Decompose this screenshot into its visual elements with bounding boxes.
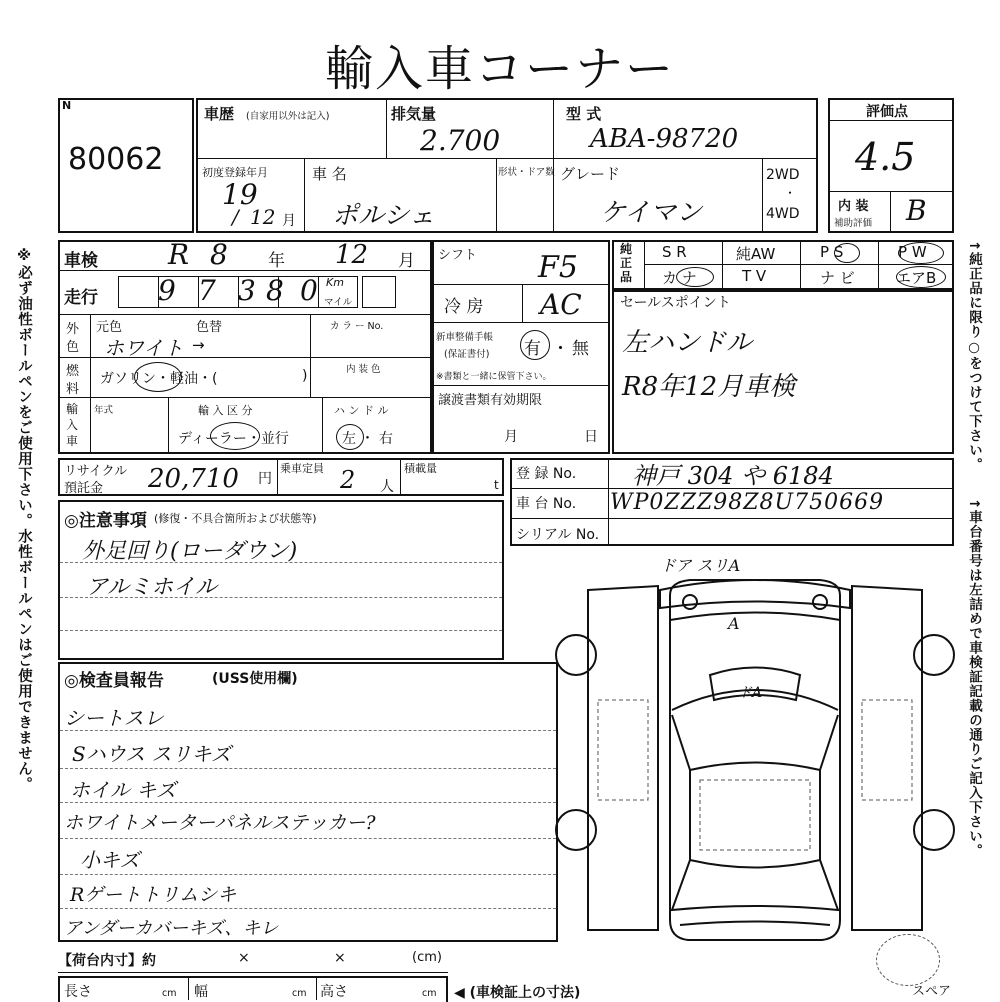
- inspection-year: 8: [210, 238, 228, 271]
- inspection-label: 車検: [64, 251, 98, 271]
- mileage-digit: 7: [198, 274, 216, 307]
- genuine-item: P S: [820, 243, 844, 261]
- inspection-era: R: [168, 238, 190, 271]
- first-reg-month: 12: [250, 205, 276, 229]
- cargo-x: ×: [238, 950, 250, 966]
- side-note-right-2: ↑車台番号は左詰めで車検証記載の通りご記入下さい。: [966, 498, 982, 859]
- fuel-selected-mark: [134, 362, 182, 392]
- drive-4wd: 4WD: [766, 206, 800, 222]
- drive-2wd: 2WD: [766, 167, 800, 183]
- inspector-line: ホイル キズ: [70, 778, 176, 802]
- color-arrow: →: [192, 336, 205, 354]
- cargo-unit: (cm): [412, 950, 442, 965]
- inspector-line: ホワイトメーターパネルステッカー?: [64, 812, 376, 834]
- maintenance-selected-mark: [520, 330, 550, 360]
- genuine-mark: [896, 266, 946, 288]
- genuine-item: ナ ビ: [820, 269, 855, 287]
- serial-label: シリアル No.: [516, 527, 600, 543]
- chassis-value: WP0ZZZ98Z8U750669: [610, 490, 885, 515]
- diagram-top-label: ドア スリA: [660, 556, 741, 575]
- color-orig-label: 元色: [96, 320, 123, 335]
- inspector-line: Sハウス スリキズ: [72, 742, 232, 766]
- color-label-1: 外: [66, 322, 80, 337]
- first-reg-year: 19: [222, 178, 258, 211]
- score-label: 評価点: [866, 104, 908, 120]
- transfer-doc-label: 譲渡書類有効期限: [438, 393, 543, 408]
- side-note-right-1: ↑純正品に限り○をつけて下さい。: [966, 240, 982, 473]
- sales-point-line: 左ハンドル: [622, 328, 753, 358]
- spare-label: スペア: [912, 984, 952, 999]
- dims-width-unit: cm: [292, 988, 307, 999]
- inspector-sub: (USS使用欄): [212, 671, 298, 687]
- import-class-value: ディーラー・並行: [178, 431, 289, 447]
- dims-height-label: 高さ: [320, 984, 348, 1000]
- mileage-unit-km: Km: [326, 276, 344, 289]
- capacity-label: 乗車定員: [280, 462, 324, 475]
- caution-line: 外足回り(ローダウン): [82, 539, 298, 564]
- maintenance-dot: ・: [552, 339, 569, 359]
- import-label-3: 車: [66, 434, 79, 448]
- sales-points-label: セールスポイント: [620, 295, 731, 311]
- shape-door-label: 形状・ドア数: [498, 167, 555, 178]
- caution-line: アルミホイル: [86, 575, 218, 600]
- interior-label: 内 装: [838, 199, 869, 214]
- registration-label: 登 録 No.: [516, 466, 577, 482]
- shift-value: F5: [538, 250, 578, 285]
- genuine-item: S R: [662, 243, 687, 261]
- diagram-hood-label: A: [728, 614, 740, 633]
- grade-value: ケイマン: [600, 198, 703, 228]
- genuine-label-2: 正: [620, 256, 633, 270]
- load-label: 積載量: [404, 462, 437, 475]
- handle-value: 左 ・ 右: [342, 431, 393, 447]
- diagram-roof-label: ドA: [738, 685, 763, 701]
- genuine-item: P W: [898, 243, 927, 261]
- color-orig-value: ホワイト: [104, 336, 184, 360]
- capacity-value: 2: [340, 466, 356, 494]
- fuel-options: ガソリン・軽油・(: [100, 371, 218, 387]
- dims-length-label: 長さ: [64, 984, 92, 1000]
- dims-length-unit: cm: [162, 988, 177, 999]
- grade-label: グレード: [560, 165, 621, 183]
- transfer-doc-month: 月: [504, 429, 518, 445]
- mileage-digit: 0: [300, 274, 318, 307]
- color-change-label: 色替: [196, 320, 223, 335]
- genuine-mark: [898, 242, 944, 264]
- inspector-line: シートスレ: [64, 706, 164, 730]
- score-value: 4.5: [855, 135, 916, 179]
- handle-label: ハ ン ド ル: [334, 404, 389, 417]
- sales-point-line: R8年12月車検: [622, 372, 796, 402]
- import-year-label: 年式: [94, 405, 114, 416]
- registration-value: 神戸 304 や 6184: [632, 462, 834, 490]
- dims-height-unit: cm: [422, 988, 437, 999]
- history-label: 車歴: [204, 105, 235, 123]
- dims-note-text: (車検証上の寸法): [469, 985, 581, 1001]
- inspector-title: ◎検査員報告: [64, 671, 164, 691]
- recycle-unit: 円: [258, 471, 272, 487]
- genuine-item: T V: [742, 267, 767, 285]
- displacement-label: 排気量: [391, 105, 437, 123]
- aircon-value: AC: [540, 288, 582, 321]
- car-damage-diagram: [550, 550, 960, 950]
- side-note-left: ※必ず油性ボールペンをご使用下さい。水性ボールペンはご使用できません。: [16, 248, 32, 792]
- maintenance-no: 無: [572, 339, 589, 359]
- chassis-label: 車 台 No.: [516, 496, 577, 512]
- maintenance-yes: 有: [524, 339, 541, 359]
- genuine-item: エアB: [896, 269, 937, 287]
- car-name-value: ポルシェ: [332, 201, 435, 231]
- inspection-month: 12: [335, 240, 369, 270]
- mileage-label: 走行: [64, 288, 98, 308]
- caution-title: ◎注意事項: [64, 511, 147, 531]
- maintenance-note: ※書類と一緒に保管下さい。: [436, 372, 552, 382]
- dimensions-row: [58, 976, 448, 1002]
- load-unit: t: [494, 478, 499, 492]
- cargo-x: ×: [334, 950, 346, 966]
- recycle-label-1: リサイクル: [64, 464, 128, 479]
- import-class-label: 輸 入 区 分: [198, 404, 253, 417]
- dims-width-label: 幅: [194, 984, 208, 1000]
- mileage-digit: 3: [238, 274, 256, 307]
- color-label-2: 色: [66, 340, 80, 355]
- import-label-1: 輸: [66, 402, 79, 416]
- displacement-value: 2.700: [420, 124, 501, 157]
- recycle-label-2: 預託金: [64, 481, 104, 496]
- genuine-label-1: 純: [620, 242, 633, 256]
- model-type-value: ABA-98720: [590, 124, 739, 154]
- genuine-label-3: 品: [620, 270, 633, 284]
- mileage-extra-box: [362, 276, 396, 308]
- mileage-digit: 9: [158, 274, 176, 307]
- model-type-label: 型 式: [566, 105, 602, 123]
- genuine-item: 純AW: [736, 245, 776, 263]
- inspection-year-unit: 年: [268, 251, 285, 271]
- inspector-line: 小キズ: [80, 848, 140, 872]
- history-sub: (自家用以外は記入): [246, 111, 330, 122]
- inspector-line: アンダーカバーキズ、キレ: [64, 918, 279, 939]
- interior-color-label: 内 装 色: [346, 364, 381, 375]
- import-selected-mark: [210, 422, 260, 450]
- inspector-line: Rゲートトリムシキ: [70, 884, 237, 906]
- inspection-month-unit: 月: [398, 251, 415, 271]
- recycle-value: 20,710: [148, 464, 239, 494]
- maintenance-label-1: 新車整備手帳: [436, 332, 494, 343]
- lot-number: 80062: [68, 142, 164, 177]
- transfer-doc-day: 日: [584, 429, 598, 445]
- car-name-label: 車 名: [312, 165, 347, 183]
- genuine-mark: [834, 243, 860, 263]
- fuel-label-1: 燃: [66, 364, 80, 379]
- mileage-unit-mile: マイル: [324, 297, 353, 308]
- genuine-mark: [676, 267, 714, 287]
- aircon-label: 冷 房: [444, 297, 484, 317]
- handle-selected-mark: [336, 424, 364, 450]
- first-reg-label: 初度登録年月: [202, 166, 268, 179]
- mileage-digit: 8: [266, 274, 284, 307]
- genuine-item: カ ナ: [662, 269, 697, 287]
- caution-sub: (修復・不具合箇所および状態等): [154, 512, 317, 525]
- dims-note: ◀ (車検証上の寸法): [454, 985, 581, 1001]
- spare-tire-icon: [876, 934, 940, 986]
- fuel-close: ): [302, 368, 308, 384]
- fuel-label-2: 料: [66, 382, 80, 397]
- first-reg-month-unit: 月: [282, 213, 296, 229]
- interior-sub-label: 補助評価: [834, 218, 873, 229]
- interior-value: B: [906, 194, 927, 227]
- first-reg-divider: /: [232, 205, 239, 229]
- page-title: 輸入車コーナー: [324, 41, 675, 97]
- shift-label: シフト: [438, 248, 478, 263]
- capacity-unit: 人: [380, 479, 394, 495]
- drive-dot: ・: [784, 186, 797, 200]
- color-code-label: カ ラ ー No.: [330, 321, 384, 332]
- cargo-label: 【荷台内寸】約: [58, 953, 156, 969]
- import-label-2: 入: [66, 418, 79, 432]
- lot-prefix: N: [62, 99, 72, 112]
- maintenance-label-2: (保証書付): [444, 349, 490, 360]
